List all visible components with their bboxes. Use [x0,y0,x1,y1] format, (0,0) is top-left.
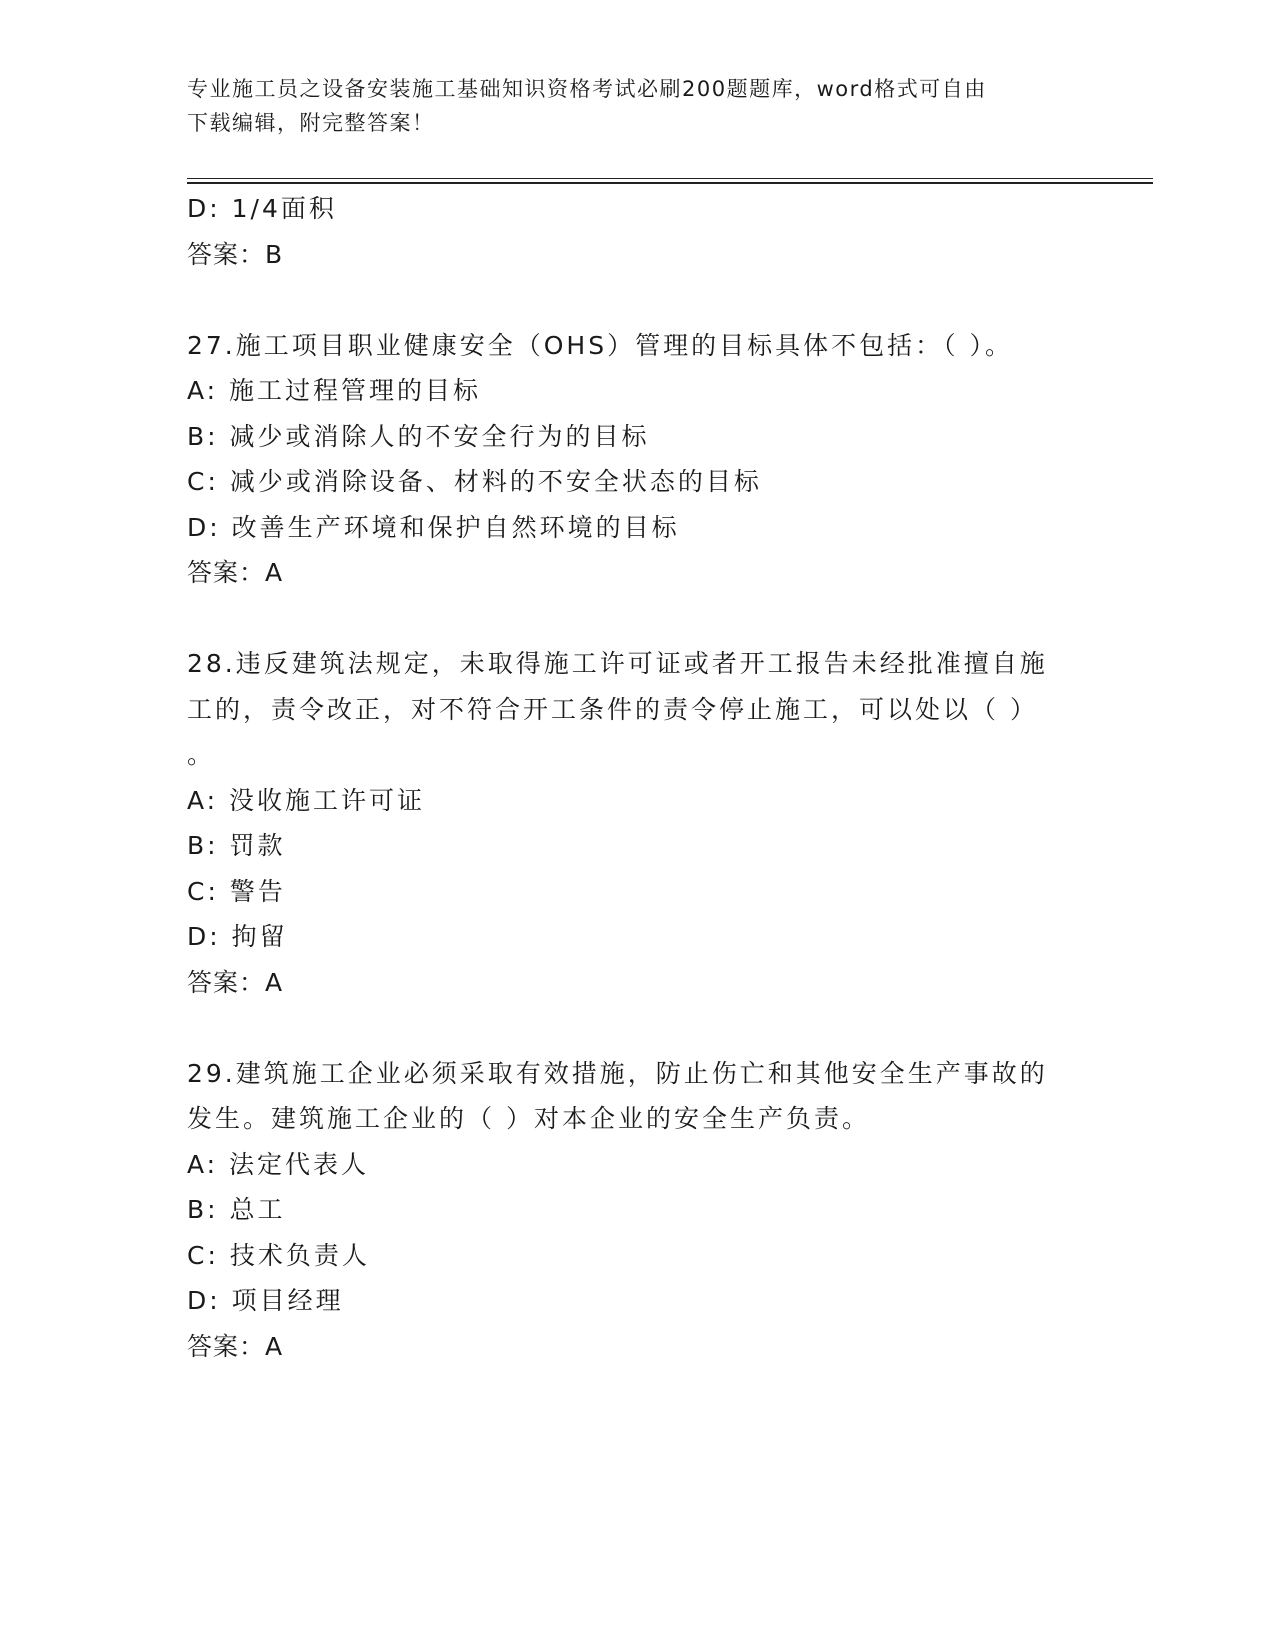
option-b: B: 罚款 [187,831,286,860]
question-stem-line-3: 。 [187,740,216,769]
option-d: D: 项目经理 [187,1286,344,1315]
option-b: B: 减少或消除人的不安全行为的目标 [187,421,650,451]
question-stem: 27.施工项目职业健康安全（OHS）管理的目标具体不包括：（ ）。 [187,330,1014,360]
prev-answer: 答案：B [187,239,284,269]
header-title-line-1: 专业施工员之设备安装施工基础知识资格考试必刷200题题库，word格式可自由 [187,77,987,101]
answer: 答案：A [187,558,284,587]
question-stem-line-1: 28.违反建筑法规定，未取得施工许可证或者开工报告未经批准擅自施 [187,649,1048,678]
question-stem-line-2: 工的，责令改正，对不符合开工条件的责令停止施工，可以处以（ ） [187,694,1038,724]
header-title-line-2: 下载编辑，附完整答案！ [187,111,435,135]
document-body [187,186,1087,1369]
question-stem-line-2: 发生。建筑施工企业的（ ）对本企业的安全生产负责。 [187,1104,870,1133]
option-b: B: 总工 [187,1195,286,1224]
option-a: A: 法定代表人 [187,1149,370,1179]
option-c: C: 减少或消除设备、材料的不安全状态的目标 [187,467,762,496]
question-29 [187,1051,1087,1370]
question-27 [187,323,1087,596]
option-a: A: 施工过程管理的目标 [187,376,482,405]
spacer [187,277,1087,323]
option-c: C: 警告 [187,876,286,906]
question-28 [187,641,1087,1005]
spacer [187,596,1087,642]
spacer [187,1005,1087,1051]
option-c: C: 技术负责人 [187,1240,370,1270]
option-d: D: 拘留 [187,922,288,951]
option-d: D: 改善生产环境和保护自然环境的目标 [187,512,680,542]
prev-option-d: D: 1/4面积 [187,194,337,223]
answer: 答案：A [187,967,284,997]
question-stem-line-1: 29.建筑施工企业必须采取有效措施，防止伤亡和其他安全生产事故的 [187,1058,1048,1088]
option-a: A: 没收施工许可证 [187,785,426,815]
answer: 答案：A [187,1331,284,1361]
document-header [187,72,1067,140]
header-divider-thick [187,182,1153,184]
header-divider-thin [187,178,1153,179]
